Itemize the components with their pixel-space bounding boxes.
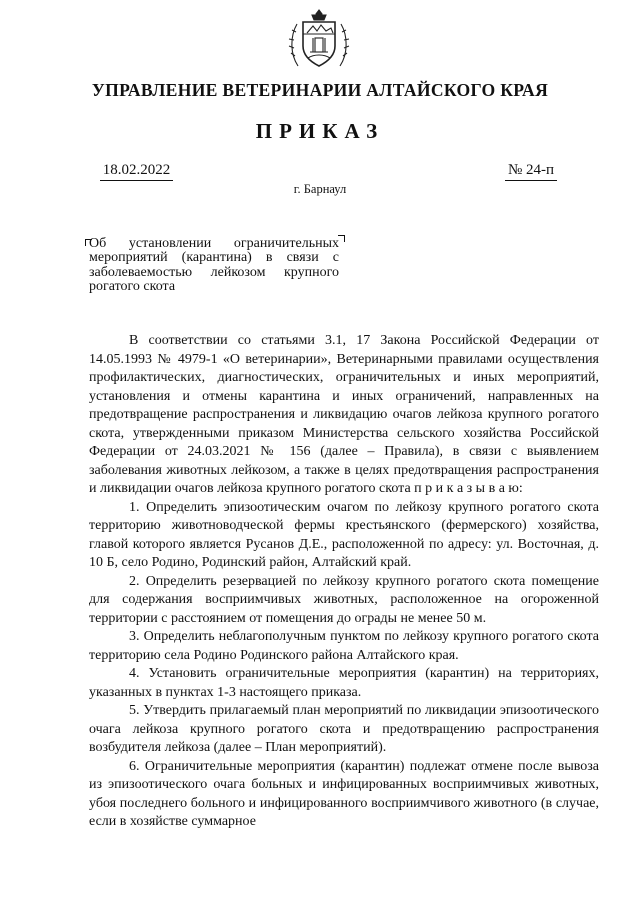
preamble-paragraph: В соответствии со статьями 3.1, 17 Закона Российской Федерации от 14.05.1993 № 4979-1 «О ветеринарии», Ветеринарными правилами осуществления профилактических, диагностических, ограничительных и иных мероприятий, установления и отмены карантина и иных ограничений, направленных на предотвращение распространения и ликвидацию очагов лейкоза крупного рогатого скота, утвержденными приказом Министерства сельского хозяйства Российской Федерации от 24.03.2021 № 156 (далее – Правила), в связи с выявлением заболевания животных лейкозом, а также в целях предотвращения распространения и ликвидации очагов лейкоза крупного рогатого скота п р и к а з ы в а ю: (89, 333, 599, 496)
order-item-1: 1. Определить эпизоотическим очагом по лейкозу крупного рогатого скота территорию животноводческой фермы крестьянского (фермерского) хозяйства, главой которого является Русанов Д.Е., расположенной по адресу: ул. Восточная, д. 10 Б, село Родино, Родинский район, Алтайский край. (89, 499, 599, 570)
order-item-4: 4. Установить ограничительные мероприятия (карантин) на территориях, указанных в пунктах 1-3 настоящего приказа. (89, 666, 599, 700)
subject-bracket-right (338, 235, 345, 242)
order-date: 18.02.2022 (100, 162, 173, 181)
document-type-title: ПРИКАЗ (255, 119, 385, 143)
issue-city: г. Барнаул (293, 182, 347, 196)
coat-of-arms-icon (288, 6, 350, 72)
order-item-6: 6. Ограничительные мероприятия (карантин) подлежат отмене после вывоза из эпизоотического очага больных и инфицированных восприимчивых животных, убоя последнего больного и инфицированного восприимчивого животного (в случае, если в хозяйстве суммарное (89, 758, 599, 829)
organization-name: УПРАВЛЕНИЕ ВЕТЕРИНАРИИ АЛТАЙСКОГО КРАЯ (91, 80, 549, 100)
order-item-3: 3. Определить неблагополучным пунктом по лейкозу крупного рогатого скота территорию села Родино Родинского района Алтайского края. (89, 629, 599, 663)
order-body (89, 332, 599, 832)
order-subject: Об установлении ограничительных мероприятий (карантина) в связи с заболеваемостью лейкозом крупного рогатого скота (89, 236, 339, 294)
order-number: № 24-п (505, 162, 557, 181)
order-item-2: 2. Определить резервацией по лейкозу крупного рогатого скота помещение для содержания восприимчивых животных, расположенное на огороженной территории с расстоянием от помещения до ограды не менее 50 м. (89, 573, 599, 626)
order-item-5: 5. Утвердить прилагаемый план мероприятий по ликвидации эпизоотического очага лейкоза крупного рогатого скота и предотвращению распространения возбудителя лейкоза (далее – План мероприятий). (89, 703, 599, 755)
